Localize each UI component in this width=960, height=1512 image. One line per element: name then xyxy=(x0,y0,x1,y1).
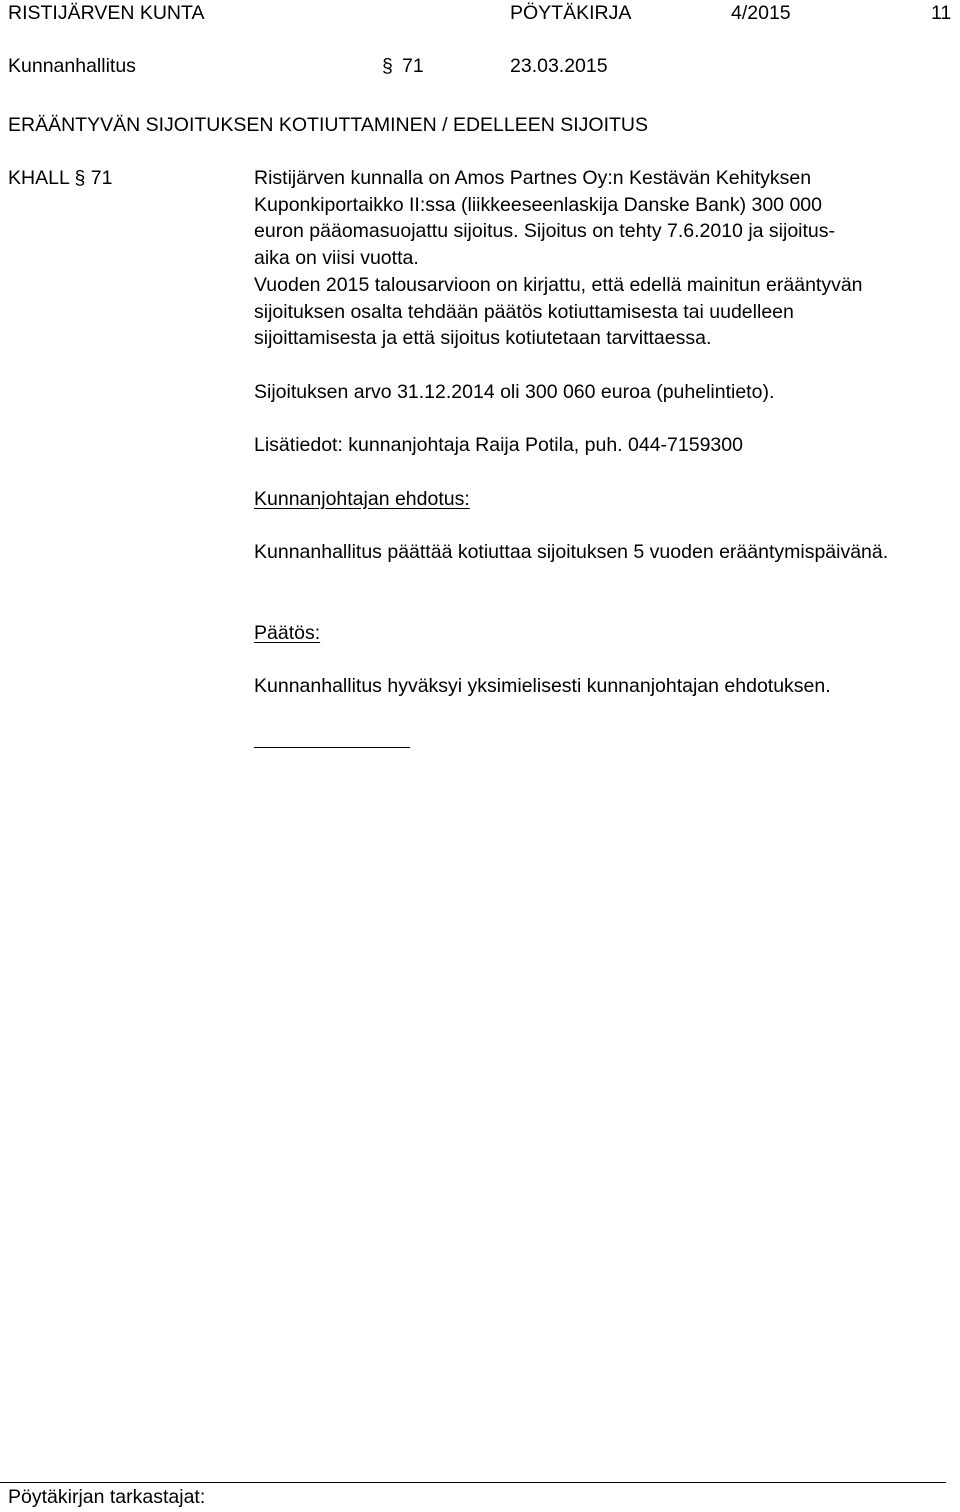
text-line: aika on viisi vuotta. xyxy=(254,247,419,270)
document-type: PÖYTÄKIRJA xyxy=(510,2,632,24)
proposal-heading-text: Kunnanjohtajan ehdotus: xyxy=(254,488,470,510)
proposal-text: Kunnanhallitus päättää kotiuttaa sijoituksen 5 vuoden erääntymispäivänä. xyxy=(254,541,889,563)
text-line: Ristijärven kunnalla on Amos Partnes Oy:n Kestävän Kehityksen xyxy=(254,167,812,189)
section-ref xyxy=(8,165,112,191)
organization-name: RISTIJÄRVEN KUNTA xyxy=(8,2,205,24)
contact-info: Lisätiedot: kunnanjohtaja Raija Potila, puh. 044-7159300 xyxy=(254,434,743,456)
document-number: 4/2015 xyxy=(731,2,791,24)
end-rule xyxy=(254,747,410,748)
footer-rule xyxy=(0,1482,946,1483)
investment-value: Sijoituksen arvo 31.12.2014 oli 300 060 euroa (puhelintieto). xyxy=(254,381,775,403)
section-number: 71 xyxy=(402,55,424,77)
meeting-date: 23.03.2015 xyxy=(510,55,608,77)
section-ref-label: KHALL xyxy=(8,167,70,189)
body-name: Kunnanhallitus xyxy=(8,55,136,77)
section-ref-number: 71 xyxy=(90,167,113,189)
page-number: 11 xyxy=(931,2,952,24)
body-paragraph-1 xyxy=(254,165,954,352)
page-title: ERÄÄNTYVÄN SIJOITUKSEN KOTIUTTAMINEN / EDELLEEN SIJOITUS xyxy=(8,114,648,136)
section-ref-sign-icon: § xyxy=(74,167,86,189)
text-line: sijoittamisesta ja että sijoitus kotiutetaan tarvittaessa. xyxy=(254,327,712,350)
decision-text: Kunnanhallitus hyväksyi yksimielisesti kunnanjohtajan ehdotuksen. xyxy=(254,675,831,697)
footer-label: Pöytäkirjan tarkastajat: xyxy=(8,1486,206,1508)
text-line: euron pääomasuojattu sijoitus. Sijoitus on tehty 7.6.2010 ja sijoitus- xyxy=(254,220,836,243)
decision-heading-text: Päätös: xyxy=(254,622,321,644)
decision-heading xyxy=(254,620,954,647)
text-line: Vuoden 2015 talousarvioon on kirjattu, että edellä mainitun erääntyvän sijoituksen osalta tehdään päätös kotiuttamisesta tai uudelleen xyxy=(254,273,863,323)
proposal-heading xyxy=(254,486,954,513)
section-sign-icon: § xyxy=(382,55,393,77)
text-line: Kuponkiportaikko II:ssa (liikkeeseenlaskija Danske Bank) 300 000 xyxy=(254,193,822,216)
